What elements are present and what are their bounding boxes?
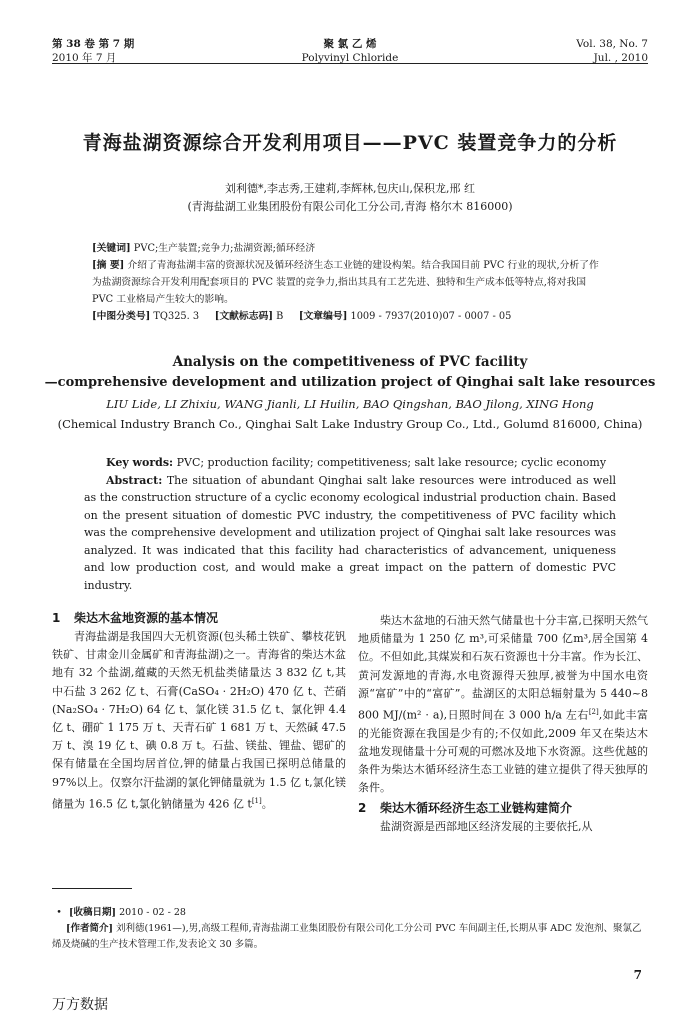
authors-en: LIU Lide, LI Zhixiu, WANG Jianli, LI Huilin, BAO Qingshan, BAO Jilong, XING Hong — [106, 397, 594, 411]
abstract-en-label: Abstract: — [106, 473, 163, 487]
section-1-paragraph-1 — [52, 628, 346, 814]
doc-code-label: [文献标志码] — [214, 311, 273, 322]
keywords-en-text: PVC; production facility; competitiveness; salt lake resource; cyclic economy — [176, 456, 607, 469]
body-column-right — [358, 612, 648, 836]
section-1-para2-text: 柴达木盆地的石油天然气储量也十分丰富,已探明天然气地质储量为 1 250 亿 m³,可采储量 700 亿m³,居全国第 4 位。不但如此,其煤炭和石灰石资源也十分丰富。作为长江、黄河发源地的青海,水电资源得天独厚,被誉为中国水电资源“富矿”中的“富矿”。盐湖区的太阳总辐射量为 5 440~8 800 MJ/(m² · a),日照时间在 3 000 h/a 左右 — [358, 614, 648, 722]
received-date-label: [收稿日期] — [69, 907, 117, 918]
journal-date — [576, 37, 648, 65]
section-1-para1-end: 。 — [261, 797, 273, 811]
affiliation-en: (Chemical Industry Branch Co., Qinghai Salt Lake Industry Group Co., Ltd., Golumd 816000, China) — [57, 417, 643, 431]
section-1-para2-end: ,如此丰富的光能资源在我国是少有的;不仅如此,2009 年又在柴达木盆地发现储量十分可观的可燃冰及地下水资源。这些优越的条件为柴达木循环经济生态工业链的建立提供了得天独厚的条件。 — [358, 708, 649, 795]
received-date-value: 2010 - 02 - 28 — [119, 907, 186, 918]
affiliation-cn: (青海盐湖工业集团股份有限公司化工分公司,青海 格尔木 816000) — [187, 200, 513, 213]
section-1-heading — [52, 608, 346, 628]
keywords-cn-text: PVC;生产装置;竞争力;盐湖资源;循环经济 — [133, 243, 316, 254]
header-center-line2: Polyvinyl Chloride — [301, 52, 399, 64]
body-column-left — [52, 608, 346, 814]
article-number-value: 1009 - 7937(2010)07 - 0007 - 05 — [350, 311, 512, 322]
section-1-number: 1 — [52, 611, 61, 625]
page-number: 7 — [633, 968, 642, 982]
section-2-title: 柴达木循环经济生态工业链构建简介 — [380, 800, 573, 815]
author-bio-text: 刘利德(1961—),男,高级工程师,青海盐湖工业集团股份有限公司化工分公司 PVC 车间副主任,长期从事 ADC 发泡剂、聚氯乙烯及烧碱的生产技术管理工作,发表论文 30 多篇。 — [52, 923, 642, 950]
keywords-en-label: Key words: — [106, 456, 174, 469]
header-left-line2: 2010 年 7 月 — [52, 52, 117, 64]
section-2-number: 2 — [358, 800, 367, 815]
citation-ref-1: [1] — [251, 796, 262, 805]
header-left-line1: 第 38 卷 第 7 期 — [52, 38, 135, 50]
header-right-line2: Jul. , 2010 — [593, 52, 648, 64]
citation-ref-2: [2] — [588, 708, 599, 717]
abstract-cn — [92, 257, 608, 308]
abstract-cn-label: [摘 要] — [92, 260, 125, 271]
abstract-en — [84, 472, 616, 595]
section-1-title: 柴达木盆地资源的基本情况 — [74, 611, 219, 625]
section-1-paragraph-2 — [358, 612, 648, 798]
section-1-para1-text: 青海盐湖是我国四大无机资源(包头稀土铁矿、攀枝花钒铁矿、甘肃金川金属矿和青海盐湖)之一。青海省的柴达木盆地有 32 个盐湖,蕴藏的天然无机盐类储量达 3 832 亿 t,其中石盐 3 262 亿 t、石膏(CaSO₄ · 2H₂O) 470 亿 t、芒硝(Na₂SO₄ · 7H₂O) 64 亿 t、氯化镁 31.5 亿 t、氯化钾 4.4 亿 t、硼矿 1 175 万 t、天青石矿 1 681 万 t、天然碱 47.5 万 t、溴 19 亿 t、碘 0.8 万 t。石盐、镁盐、锂盐、锶矿的保有储量在全国均居首位,钾的储量占我国已探明总储量的 97%以上。仅察尔汗盐湖的氯化钾储量就为 1.5 亿 t,氯化镁储量为 16.5 亿 t,氯化钠储量为 426 亿 t — [52, 630, 346, 811]
clc-label: [中图分类号] — [92, 311, 151, 322]
clc-value: TQ325. 3 — [153, 311, 200, 322]
footnote-divider — [52, 888, 132, 889]
abstract-block-en — [84, 454, 616, 594]
keywords-cn-label: [关键词] — [92, 243, 131, 254]
paper-title-en: Analysis on the competitiveness of PVC facility — [172, 354, 528, 370]
footnote-received — [52, 905, 648, 921]
footnote-author-bio — [52, 921, 648, 953]
author-bio-label: [作者简介] — [66, 923, 113, 934]
abstract-block-cn — [92, 240, 608, 325]
doc-code-value: B — [276, 311, 284, 322]
classification-line — [92, 308, 608, 325]
abstract-en-text: The situation of abundant Qinghai salt lake resources were introduced as well as the construction structure of a cyclic economy ecological industrial production chain. Based on the present situation of domestic PVC industry, the competitiveness of PVC facility which was the comprehensive development and utilization project of Qinghai salt lake resources was analyzed. It was indicated that this facility had characteristics of advancement, uniqueness and low production cost, and would make a great impact on the pattern of domestic PVC industry. — [84, 473, 617, 592]
paper-subtitle-en: —comprehensive development and utilization project of Qinghai salt lake resources — [44, 375, 656, 390]
abstract-cn-text: 介绍了青海盐湖丰富的资源状况及循环经济生态工业链的建设构架。结合我国目前 PVC 行业的现状,分析了作为盐湖资源综合开发利用配套项目的 PVC 装置的竞争力,指出其具有工艺先进、独特和生产成本低等特点,将对我国 PVC 工业格局产生较大的影响。 — [92, 260, 599, 305]
section-2-heading — [358, 798, 648, 818]
watermark: 万方数据 — [52, 997, 108, 1013]
header-divider — [52, 63, 648, 64]
paper-title-cn: 青海盐湖资源综合开发利用项目——PVC 装置竞争力的分析 — [82, 132, 618, 154]
header-right-line1: Vol. 38, No. 7 — [576, 38, 648, 50]
article-number-label: [文章编号] — [298, 311, 348, 322]
header-center-line1: 聚 氯 乙 烯 — [323, 38, 377, 50]
keywords-en — [84, 454, 616, 472]
section-2-paragraph-1: 盐湖资源是西部地区经济发展的主要依托,从 — [380, 819, 593, 833]
keywords-cn — [92, 240, 608, 257]
footnote — [52, 905, 648, 953]
footnote-bullet: • — [56, 907, 62, 918]
authors-cn: 刘利德*,李志秀,王建莉,李辉林,包庆山,保积龙,邢 红 — [225, 182, 475, 195]
